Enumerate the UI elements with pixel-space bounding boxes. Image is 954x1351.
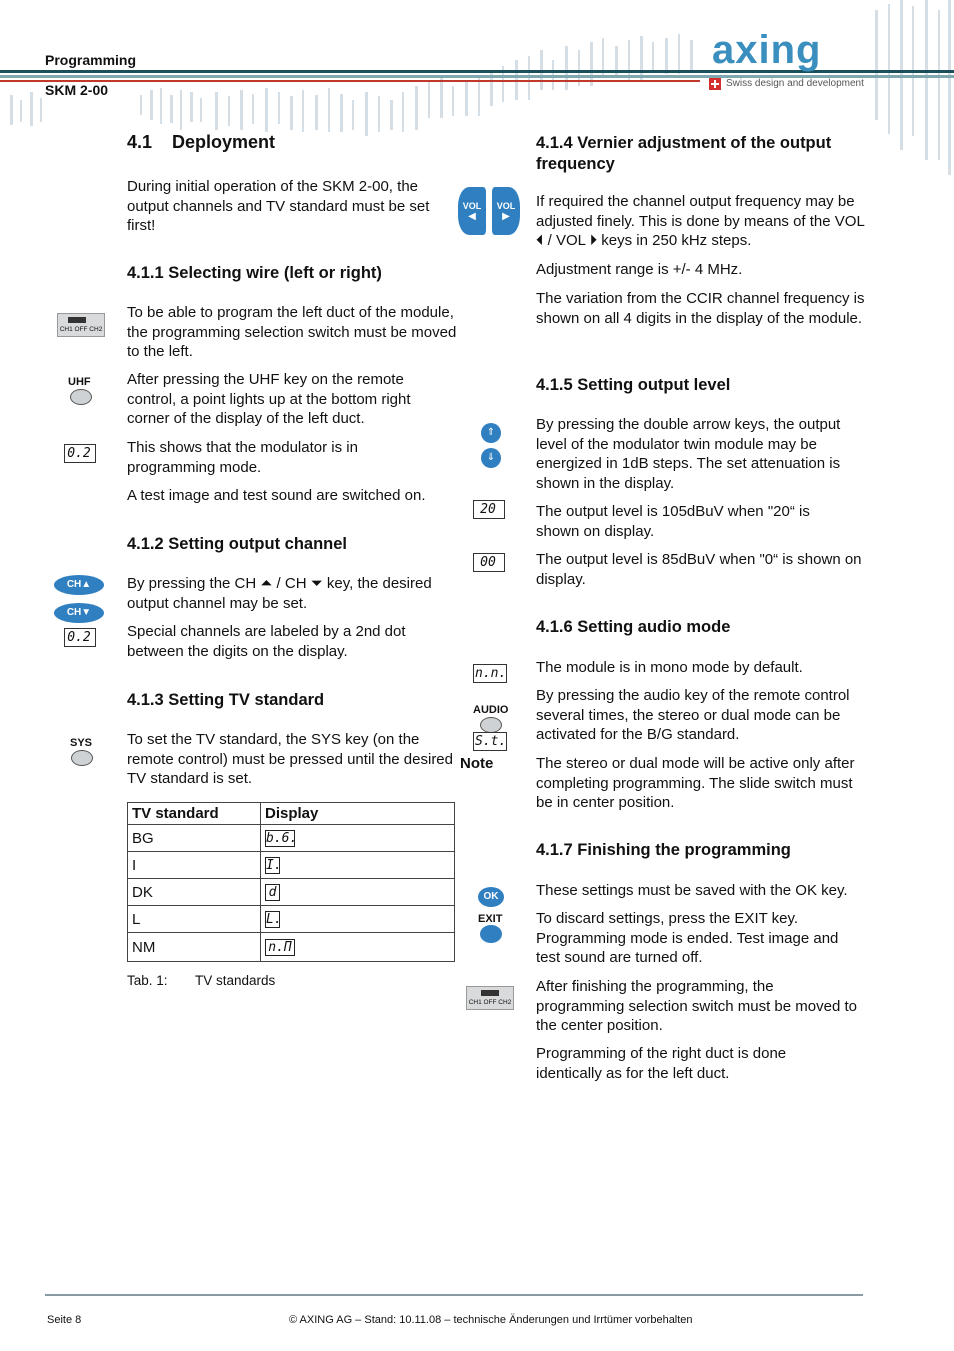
vol-left-key-icon	[458, 187, 486, 235]
arrow-right-icon: ▶	[502, 211, 510, 222]
audio-label: AUDIO	[473, 704, 509, 716]
display-digits: n.Π	[265, 939, 295, 956]
table-cell-display	[261, 906, 455, 933]
finish-p2: To discard settings, press the EXIT key. Programming mode is ended. Test image and test sound are turned off.	[536, 910, 839, 966]
vernier-p3: The variation from the CCIR channel frequency is shown on all 4 digits in the display of the module.	[536, 290, 865, 327]
display-digits: S.t.	[475, 734, 507, 749]
section-4-1-5-title: 4.1.5 Setting output level	[536, 376, 731, 394]
deploy-text: During initial operation of the SKM 2-00, the output channels and TV standard must be set first!	[127, 178, 430, 234]
table-cell-std: NM	[128, 933, 261, 962]
display-digits: 20	[475, 502, 501, 517]
header-section: Programming	[45, 52, 137, 68]
channel-p2: Special channels are labeled by a 2nd dot between the digits on the display.	[127, 623, 406, 660]
display-digits: 00	[475, 555, 501, 570]
table-row	[128, 879, 455, 906]
table-header-display: Display	[261, 803, 455, 825]
sys-label: SYS	[70, 737, 93, 749]
vernier-p1: If required the channel output frequency may be adjusted finely. This is done by means of the VOL ⏴ / VOL ⏵ keys in 250 kHz steps.	[536, 193, 865, 249]
finish-p1: These settings must be saved with the OK key.	[536, 882, 848, 899]
display-02-icon-2	[64, 628, 96, 647]
display-nn-icon	[473, 664, 507, 683]
header-product: SKM 2-00	[45, 82, 109, 98]
audio-key-icon	[480, 717, 502, 733]
display-st-icon	[473, 732, 507, 751]
vol-right-label: VOL	[496, 201, 516, 211]
section-4-1-4-title: 4.1.4 Vernier adjustment of the output frequency	[536, 134, 832, 173]
wire-p4: A test image and test sound are switched on.	[127, 487, 426, 504]
table-cell-std: L	[128, 906, 261, 933]
channel-p1: By pressing the CH ⏶ / CH ⏷ key, the desired output channel may be set.	[127, 575, 432, 612]
audio-p1: The module is in mono mode by default.	[536, 659, 803, 676]
switch-label: CH1 OFF CH2	[468, 999, 512, 1006]
table-cell-display	[261, 852, 455, 879]
tv-standard-table	[127, 802, 455, 962]
tvstd-p1: To set the TV standard, the SYS key (on the remote control) must be pressed until the desired TV standard is set.	[127, 731, 453, 787]
finish-p3: After finishing the programming, the programming selection switch must be moved to the center position.	[536, 978, 857, 1034]
display-digits: d	[265, 884, 280, 901]
wire-p1: To be able to program the left duct of the module, the programming selection switch must be moved to the left.	[127, 304, 457, 360]
sys-key-icon	[71, 750, 93, 766]
double-arrow-up-icon: ⇑	[481, 423, 501, 443]
ok-label: OK	[483, 891, 499, 902]
ch-up-label: CH▲	[66, 579, 92, 590]
table-row	[128, 852, 455, 879]
display-digits: n.n.	[475, 666, 507, 681]
section-4-1-number: 4.1	[127, 132, 153, 152]
section-4-1-title: Deployment	[172, 132, 276, 152]
level-p2: The output level is 105dBuV when "20“ is shown on display.	[536, 503, 810, 540]
logo-text: axing	[712, 28, 822, 72]
ch-up-key-icon	[54, 575, 104, 595]
ch-down-key-icon	[54, 603, 104, 623]
table-cell-display	[261, 933, 455, 962]
audio-p2: By pressing the audio key of the remote control several times, the stereo or dual mode can be activated for the B/G standard.	[536, 687, 850, 743]
footer-divider	[45, 1294, 863, 1296]
switch-label: CH1 OFF CH2	[59, 326, 103, 333]
level-p1: By pressing the double arrow keys, the output level of the modulator twin module may be energized in 1dB steps. The set attenuation is shown in the display.	[536, 416, 841, 492]
display-digits: 0.2	[67, 446, 91, 461]
table-caption: TV standards	[195, 973, 276, 988]
display-digits: 0.2	[67, 630, 91, 645]
display-digits: L.	[266, 912, 282, 927]
ok-key-icon	[478, 887, 504, 907]
table-header-std: TV standard	[128, 803, 261, 825]
display-02-icon	[64, 444, 96, 463]
table-row	[128, 906, 455, 933]
display-digits: b.6.	[266, 831, 298, 846]
wire-p3: This shows that the modulator is in programming mode.	[127, 439, 358, 476]
swiss-flag-icon	[709, 78, 721, 90]
table-cell-std: DK	[128, 879, 261, 906]
section-4-1-3-title: 4.1.3 Setting TV standard	[127, 691, 325, 709]
table-cell-display	[261, 825, 455, 852]
tagline: Swiss design and development	[726, 78, 864, 89]
table-cell-std: BG	[128, 825, 261, 852]
arrow-left-icon: ◀	[468, 211, 476, 222]
exit-label: EXIT	[478, 913, 503, 925]
table-row	[128, 825, 455, 852]
table-caption-number: Tab. 1:	[127, 973, 168, 988]
section-4-1-6-title: 4.1.6 Setting audio mode	[536, 618, 731, 636]
vernier-p2: Adjustment range is +/- 4 MHz.	[536, 261, 743, 278]
table-header-row	[128, 803, 455, 825]
axing-logo	[712, 30, 872, 70]
vol-right-key-icon	[492, 187, 520, 235]
ch-down-label: CH▼	[66, 607, 92, 618]
table-row	[128, 933, 455, 962]
exit-key-icon	[480, 925, 502, 943]
section-4-1-7-title: 4.1.7 Finishing the programming	[536, 841, 791, 859]
display-20-icon	[473, 500, 505, 519]
table-cell-std: I	[128, 852, 261, 879]
level-p3: The output level is 85dBuV when "0“ is shown on display.	[536, 551, 862, 588]
audio-p3: The stereo or dual mode will be active only after completing programming. The slide switch must be in center position.	[536, 755, 855, 811]
section-4-1-2-title: 4.1.2 Setting output channel	[127, 535, 348, 553]
footer-page: Seite 8	[47, 1314, 82, 1326]
finish-p4: Programming of the right duct is done identically as for the left duct.	[536, 1045, 787, 1082]
uhf-key-icon	[70, 389, 92, 405]
double-arrow-down-icon: ⇓	[481, 448, 501, 468]
table-cell-display	[261, 879, 455, 906]
display-digits: I.	[266, 858, 282, 873]
footer-copyright: © AXING AG – Stand: 10.11.08 – technische Änderungen und Irrtümer vorbehalten	[289, 1314, 693, 1326]
uhf-label: UHF	[68, 376, 91, 388]
display-00-icon	[473, 553, 505, 572]
wire-p2: After pressing the UHF key on the remote control, a point lights up at the bottom right corner of the display of the left duct.	[127, 371, 411, 427]
note-label: Note	[460, 755, 494, 772]
vol-left-label: VOL	[462, 201, 482, 211]
selection-switch-icon-2	[466, 986, 514, 1010]
section-4-1-1-title: 4.1.1 Selecting wire (left or right)	[127, 264, 382, 282]
selection-switch-icon	[57, 313, 105, 337]
